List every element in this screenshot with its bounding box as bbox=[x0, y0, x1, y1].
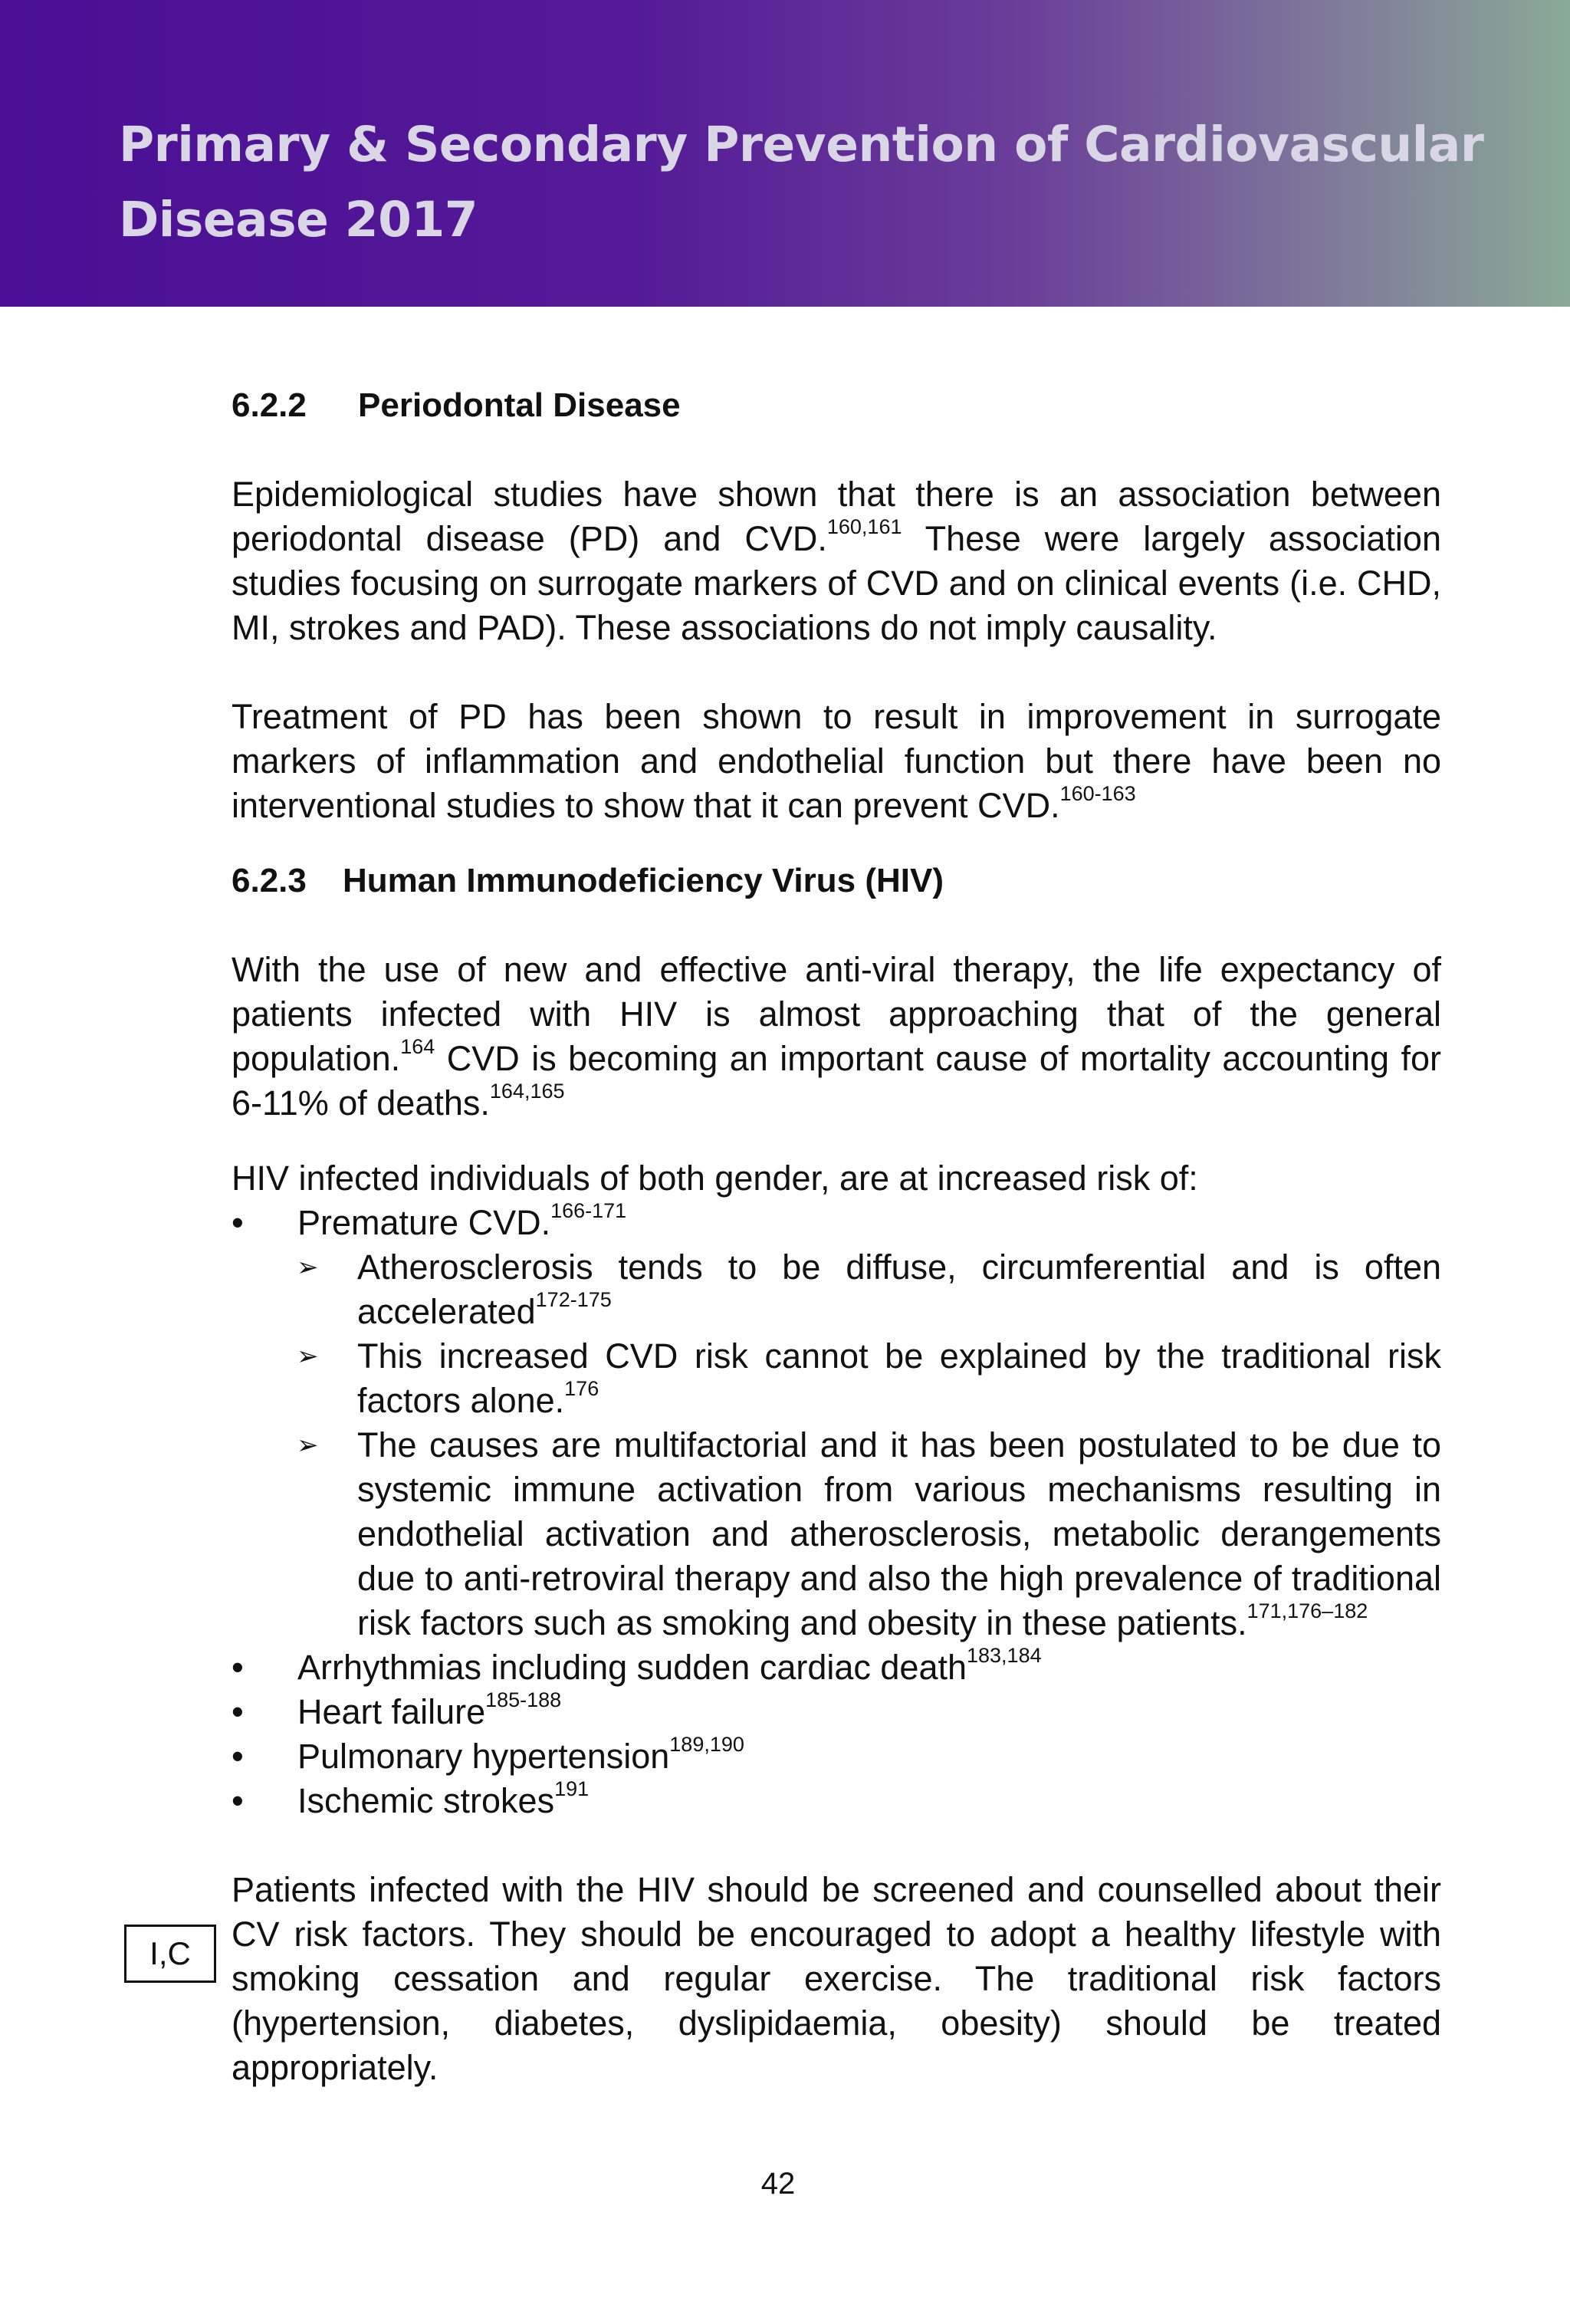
paragraph-text: Treatment of PD has been shown to result in improvement in surrogate markers of inflammation and endothelial function but there have been no interventional studies to show that it can prevent CVD. bbox=[232, 697, 1441, 825]
bullet-icon: • bbox=[232, 1203, 244, 1242]
list-item bbox=[232, 1690, 1441, 1734]
recommendation-grade-badge: I,C bbox=[124, 1925, 216, 1983]
bullet-icon: • bbox=[232, 1781, 244, 1820]
list-item bbox=[232, 1645, 1441, 1690]
section-number: 6.2.3 bbox=[232, 862, 307, 899]
reference: 189,190 bbox=[669, 1733, 744, 1756]
paragraph-text: With the use of new and effective anti-viral therapy, the life expectancy of patients infected with HIV is almost approaching that of the general population. bbox=[232, 950, 1441, 1078]
document-title-line-2: Disease 2017 bbox=[119, 192, 478, 248]
paragraph-hiv-life-expectancy bbox=[232, 948, 1441, 1126]
risk-list bbox=[232, 1201, 1441, 1823]
paragraph-text: Epidemiological studies have shown that there is an association between periodontal disease (PD) and CVD. bbox=[232, 475, 1441, 558]
reference: 172-175 bbox=[535, 1288, 612, 1311]
paragraph-text: These were largely association studies focusing on surrogate markers of CVD and on clinical events (i.e. CHD, MI, strokes and PAD). These associations do not imply causality. bbox=[232, 519, 1441, 647]
reference: 160-163 bbox=[1059, 782, 1136, 805]
list-item-text: Heart failure bbox=[297, 1692, 486, 1731]
sub-list-item bbox=[232, 1423, 1441, 1645]
list-item-text: Ischemic strokes bbox=[297, 1781, 555, 1820]
sub-list-item-text: Atherosclerosis tends to be diffuse, circumferential and is often accelerated bbox=[357, 1247, 1441, 1331]
arrow-bullet-icon: ➢ bbox=[297, 1341, 319, 1372]
reference: 166-171 bbox=[550, 1199, 627, 1222]
reference: 176 bbox=[564, 1377, 599, 1400]
section-number: 6.2.2 bbox=[232, 386, 307, 424]
header-banner bbox=[0, 0, 1570, 307]
sub-list-item bbox=[232, 1245, 1441, 1334]
arrow-bullet-icon: ➢ bbox=[297, 1252, 319, 1283]
list-item-text: Premature CVD. bbox=[297, 1203, 551, 1242]
recommendation-text: Patients infected with the HIV should be screened and counselled about their CV risk factors. They should be encouraged to adopt a healthy lifestyle with smoking cessation and regular exercise. The traditional risk factors (hypertension, diabetes, dyslipidaemia, obesity) should be treated appropriately. bbox=[232, 1870, 1441, 2087]
list-item bbox=[232, 1201, 1441, 1645]
section-heading-623 bbox=[232, 859, 1441, 903]
sub-list-item-text: This increased CVD risk cannot be explained by the traditional risk factors alone. bbox=[357, 1336, 1441, 1420]
risk-intro: HIV infected individuals of both gender, are at increased risk of: bbox=[232, 1159, 1198, 1198]
bullet-icon: • bbox=[232, 1737, 244, 1776]
list-item bbox=[232, 1734, 1441, 1779]
list-item-text: Pulmonary hypertension bbox=[297, 1737, 670, 1776]
reference: 164 bbox=[400, 1035, 435, 1058]
reference: 191 bbox=[554, 1777, 590, 1800]
paragraph-periodontal-association bbox=[232, 472, 1441, 650]
sub-list-item bbox=[232, 1334, 1441, 1423]
page-content bbox=[232, 383, 1441, 2090]
section-heading-622 bbox=[232, 383, 1441, 428]
document-title-line-1: Primary & Secondary Prevention of Cardiovascular bbox=[119, 117, 1484, 173]
sub-list bbox=[232, 1245, 1441, 1645]
sub-list-item-text: The causes are multifactorial and it has been postulated to be due to systemic immune activation from various mechanisms resulting in endothelial activation and atherosclerosis, metabolic derangements due to anti-retroviral therapy and also the high prevalence of traditional risk factors such as smoking and obesity in these patients. bbox=[357, 1425, 1441, 1642]
reference: 183,184 bbox=[967, 1644, 1042, 1667]
paragraph-text: CVD is becoming an important cause of mortality accounting for 6-11% of deaths. bbox=[232, 1039, 1441, 1123]
reference: 185-188 bbox=[485, 1688, 562, 1711]
bullet-icon: • bbox=[232, 1692, 244, 1731]
section-title: Human Immunodeficiency Virus (HIV) bbox=[343, 862, 944, 899]
reference: 164,165 bbox=[489, 1080, 565, 1103]
section-title: Periodontal Disease bbox=[358, 386, 681, 424]
bullet-icon: • bbox=[232, 1648, 244, 1687]
reference: 171,176–182 bbox=[1246, 1599, 1368, 1622]
arrow-bullet-icon: ➢ bbox=[297, 1430, 319, 1461]
document-title bbox=[119, 107, 1499, 258]
page-number: 42 bbox=[760, 2167, 796, 2201]
reference: 160,161 bbox=[826, 515, 902, 538]
list-item bbox=[232, 1779, 1441, 1823]
paragraph-periodontal-treatment bbox=[232, 695, 1441, 828]
list-item-text: Arrhythmias including sudden cardiac death bbox=[297, 1648, 967, 1687]
